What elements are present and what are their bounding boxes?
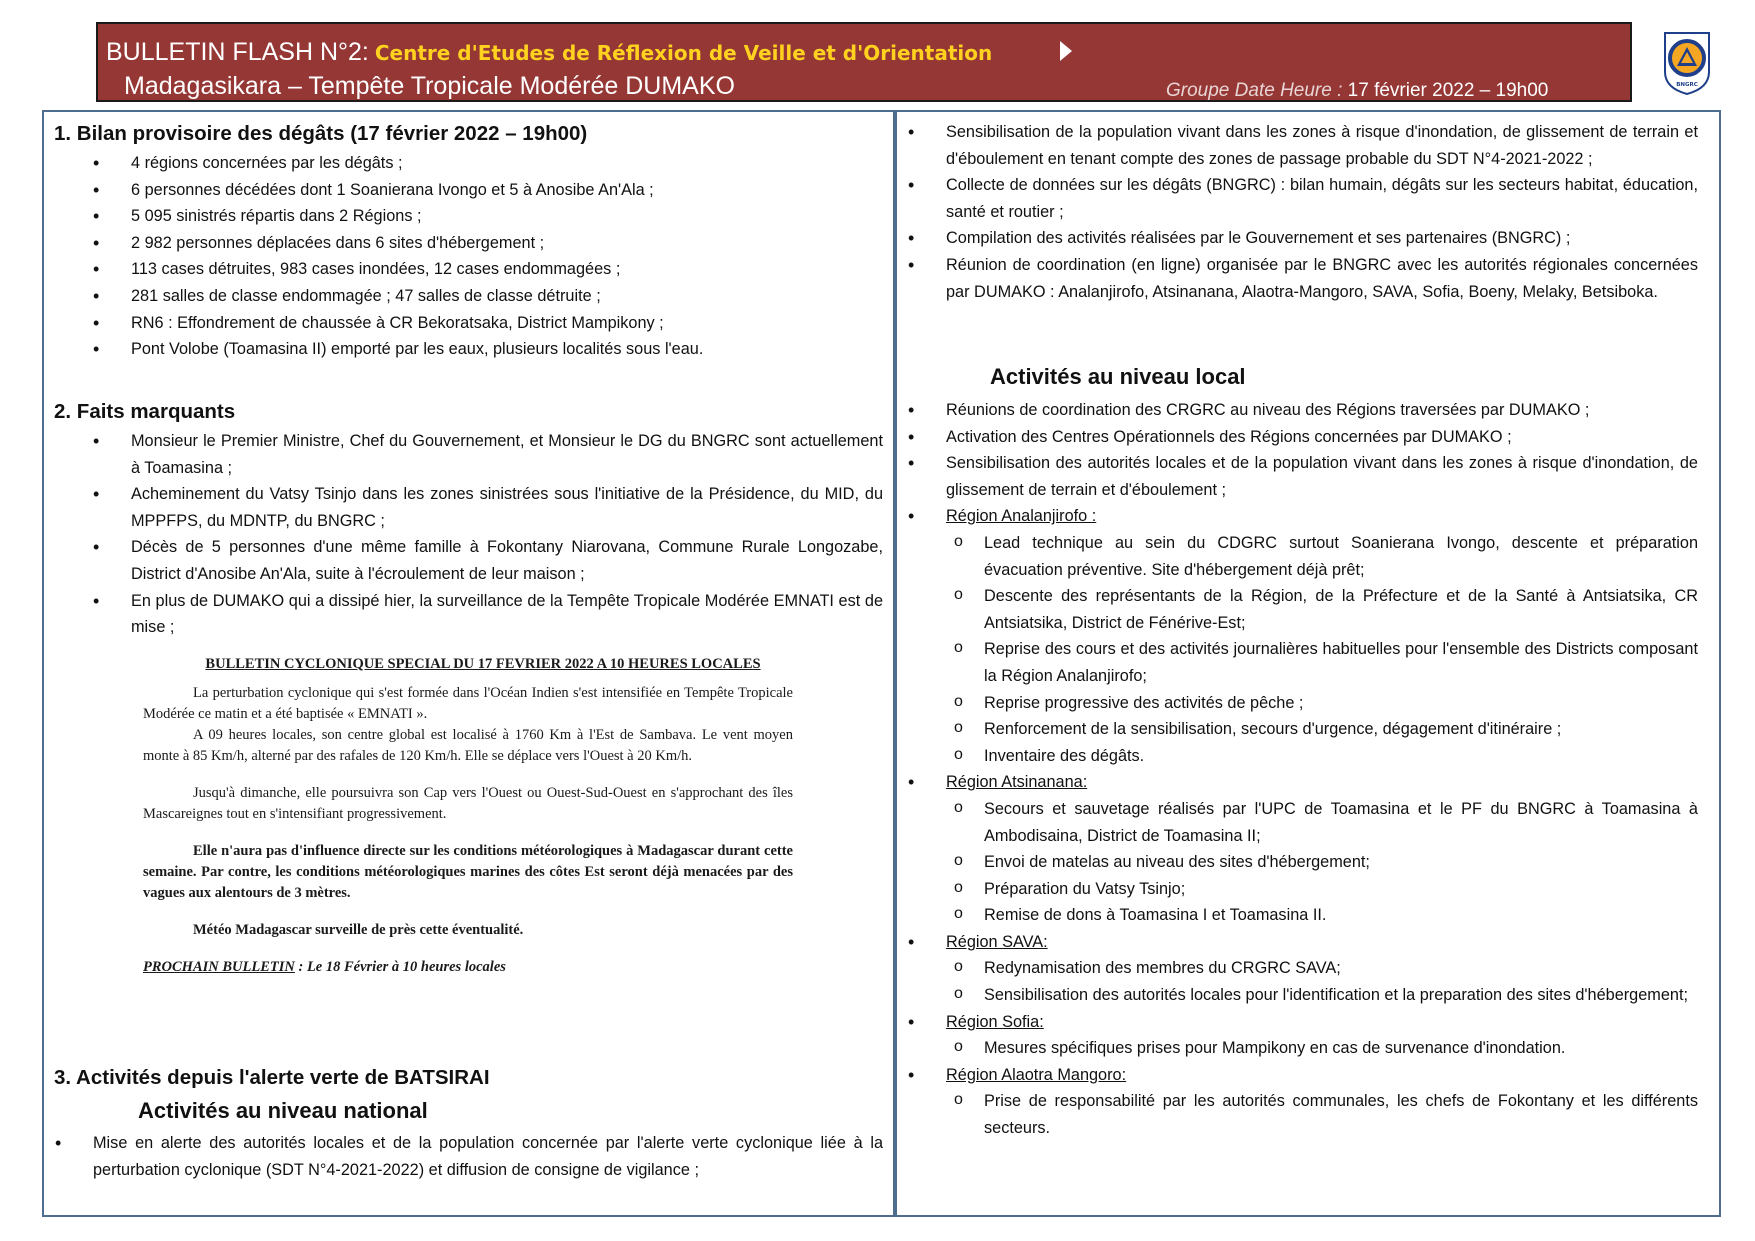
organization-name: Centre d'Etudes de Réflexion de Veille et d'Orientation	[374, 41, 993, 65]
region-sofia	[908, 1009, 1698, 1062]
region-actions	[946, 796, 1698, 929]
local-activities-list	[908, 397, 1698, 1142]
next-bulletin-label: PROCHAIN BULLETIN	[143, 959, 295, 975]
list-item: o Sensibilisation des autorités locales pour l'identification et la preparation des sites d'hébergement;	[946, 982, 1698, 1009]
list-item: • 2 982 personnes déplacées dans 6 sites d'hébergement ;	[93, 230, 883, 257]
bngrc-logo	[1662, 30, 1712, 96]
region-actions	[946, 1035, 1698, 1062]
list-item: • Réunion de coordination (en ligne) organisée par le BNGRC avec les autorités régionales concernées par DUMAKO : Analanjirofo, Atsinanana, Alaotra-Mangoro, SAVA, Sofia, Boeny, Melaky, Betsiboka.	[908, 252, 1698, 305]
section-1-title: 1. Bilan provisoire des dégâts (17 février 2022 – 19h00)	[54, 122, 588, 145]
header-banner	[96, 22, 1632, 102]
list-item: • 6 personnes décédées dont 1 Soanierana Ivongo et 5 à Anosibe An'Ala ;	[93, 177, 883, 204]
bulletin-label: BULLETIN FLASH N°2:	[106, 38, 369, 66]
highlights-list	[93, 428, 883, 641]
list-item: o Envoi de matelas au niveau des sites d'hébergement;	[946, 849, 1698, 876]
region-name: Région Sofia:	[946, 1012, 1044, 1031]
list-item: • Pont Volobe (Toamasina II) emporté par les eaux, plusieurs localités sous l'eau.	[93, 336, 883, 363]
region-actions	[946, 530, 1698, 769]
list-item: o Prise de responsabilité par les autorités communales, les chefs de Fokontany et les différents secteurs.	[946, 1088, 1698, 1141]
national-activities-title: Activités au niveau national	[138, 1098, 428, 1123]
region-atsinanana	[908, 769, 1698, 929]
list-item: • 113 cases détruites, 983 cases inondées, 12 cases endommagées ;	[93, 256, 883, 283]
region-name: Région Analanjirofo :	[946, 507, 1097, 526]
cyclone-paragraph: A 09 heures locales, son centre global est localisé à 1760 Km à l'Est de Sambava. Le vent moyen monte à 85 Km/h, alterné par des rafales de 120 Km/h. Elle se déplace vers l'Ouest à 20 Km/h.	[143, 727, 793, 764]
cyclone-bulletin-title: BULLETIN CYCLONIQUE SPECIAL DU 17 FEVRIER 2022 A 10 HEURES LOCALES	[205, 656, 761, 672]
list-item: o Préparation du Vatsy Tsinjo;	[946, 876, 1698, 903]
region-actions	[946, 955, 1698, 1008]
region-actions	[946, 1088, 1698, 1141]
list-item: • Sensibilisation des autorités locales et de la population vivant dans les zones à risque d'inondation, de glissement de terrain et d'éboulement ;	[908, 450, 1698, 503]
national-activities-continued	[908, 119, 1698, 305]
list-item: • Collecte de données sur les dégâts (BNGRC) : bilan humain, dégâts sur les secteurs habitat, éducation, santé et routier ;	[908, 172, 1698, 225]
section-3-title: 3. Activités depuis l'alerte verte de BATSIRAI	[54, 1066, 490, 1089]
list-item: o Remise de dons à Toamasina I et Toamasina II.	[946, 902, 1698, 929]
list-item: • 4 régions concernées par les dégâts ;	[93, 150, 883, 177]
list-item: • 281 salles de classe endommagée ; 47 salles de classe détruite ;	[93, 283, 883, 310]
damage-list	[93, 150, 883, 363]
region-name: Région Alaotra Mangoro:	[946, 1065, 1127, 1084]
list-item: o Mesures spécifiques prises pour Mampikony en cas de survenance d'inondation.	[946, 1035, 1698, 1062]
list-item: • Compilation des activités réalisées par le Gouvernement et ses partenaires (BNGRC) ;	[908, 225, 1698, 252]
list-item: • En plus de DUMAKO qui a dissipé hier, la surveillance de la Tempête Tropicale Modérée EMNATI est de mise ;	[93, 588, 883, 641]
cyclone-paragraph: Météo Madagascar surveille de près cette éventualité.	[193, 922, 524, 938]
list-item: • Mise en alerte des autorités locales et de la population concernée par l'alerte verte cyclonique liée à la perturbation cyclonique (SDT N°4-2021-2022) et diffusion de consigne de vigilance ;	[55, 1130, 883, 1183]
list-item: o Redynamisation des membres du CRGRC SAVA;	[946, 955, 1698, 982]
region-alaotra-mangoro	[908, 1062, 1698, 1142]
list-item: • Décès de 5 personnes d'une même famille à Fokontany Niarovana, Commune Rurale Longozabe, District d'Anosibe An'Ala, suite à l'écroulement de leur maison ;	[93, 534, 883, 587]
event-title: Madagasikara – Tempête Tropicale Modérée DUMAKO	[124, 72, 735, 100]
svg-text:BNGRC: BNGRC	[1676, 82, 1698, 88]
list-item: • Réunions de coordination des CRGRC au niveau des Régions traversées par DUMAKO ;	[908, 397, 1698, 424]
list-item: • Monsieur le Premier Ministre, Chef du Gouvernement, et Monsieur le DG du BNGRC sont actuellement à Toamasina ;	[93, 428, 883, 481]
cyclone-paragraph: Jusqu'à dimanche, elle poursuivra son Cap vers l'Ouest ou Ouest-Sud-Ouest en s'approchant des îles Mascareignes tout en s'intensifiant progressivement.	[143, 785, 793, 822]
list-item: o Renforcement de la sensibilisation, secours d'urgence, dégagement d'itinéraire ;	[946, 716, 1698, 743]
next-bulletin-value: : Le 18 Février à 10 heures locales	[294, 959, 506, 975]
header-title-line	[106, 38, 992, 67]
list-item: o Lead technique au sein du CDGRC surtout Soanierana Ivongo, descente et préparation évacuation préventive. Site d'hébergement déjà prêt;	[946, 530, 1698, 583]
local-activities-title: Activités au niveau local	[990, 364, 1246, 389]
play-arrow-icon	[1060, 41, 1072, 61]
region-name: Région SAVA:	[946, 932, 1048, 951]
list-item: • 5 095 sinistrés répartis dans 2 Régions ;	[93, 203, 883, 230]
list-item: • Activation des Centres Opérationnels des Régions concernées par DUMAKO ;	[908, 424, 1698, 451]
section-2-title: 2. Faits marquants	[54, 400, 236, 423]
list-item: o Reprise des cours et des activités journalières habituelles pour l'ensemble des Districts composant la Région Analanjirofo;	[946, 636, 1698, 689]
list-item: o Reprise progressive des activités de pêche ;	[946, 690, 1698, 717]
region-sava	[908, 929, 1698, 1009]
list-item: o Descente des représentants de la Région, de la Préfecture et de la Santé à Antsiatsika, CR Antsiatsika, District de Fénérive-Est;	[946, 583, 1698, 636]
cyclone-paragraph: Elle n'aura pas d'influence directe sur les conditions météorologiques à Madagascar durant cette semaine. Par contre, les conditions météorologiques marines des côtes Est seront déjà menacées par des vagues aux alentours de 3 mètres.	[143, 843, 793, 901]
list-item: o Secours et sauvetage réalisés par l'UPC de Toamasina et le PF du BNGRC à Toamasina à Ambodisaina, District de Toamasina II;	[946, 796, 1698, 849]
list-item: • Acheminement du Vatsy Tsinjo dans les zones sinistrées sous l'initiative de la Présidence, du MID, du MPPFPS, du MDNTP, du BNGRC ;	[93, 481, 883, 534]
dtg-value: 17 février 2022 – 19h00	[1347, 80, 1549, 101]
list-item: • RN6 : Effondrement de chaussée à CR Bekoratsaka, District Mampikony ;	[93, 310, 883, 337]
dtg-label: Groupe Date Heure :	[1166, 80, 1343, 101]
list-item: • Sensibilisation de la population vivant dans les zones à risque d'inondation, de glissement de terrain et d'éboulement en tenant compte des zones de passage probable du SDT N°4-2021-2022 ;	[908, 119, 1698, 172]
next-bulletin	[143, 957, 793, 978]
national-activities-list	[55, 1130, 883, 1183]
cyclone-paragraph: La perturbation cyclonique qui s'est formée dans l'Océan Indien s'est intensifiée en Tempête Tropicale Modérée ce matin et a été baptisée « EMNATI ».	[143, 685, 793, 722]
region-name: Région Atsinanana:	[946, 773, 1088, 792]
cyclone-bulletin-excerpt	[143, 654, 793, 978]
date-time-group	[1166, 80, 1548, 102]
region-analanjirofo	[908, 503, 1698, 769]
list-item: o Inventaire des dégâts.	[946, 743, 1698, 770]
